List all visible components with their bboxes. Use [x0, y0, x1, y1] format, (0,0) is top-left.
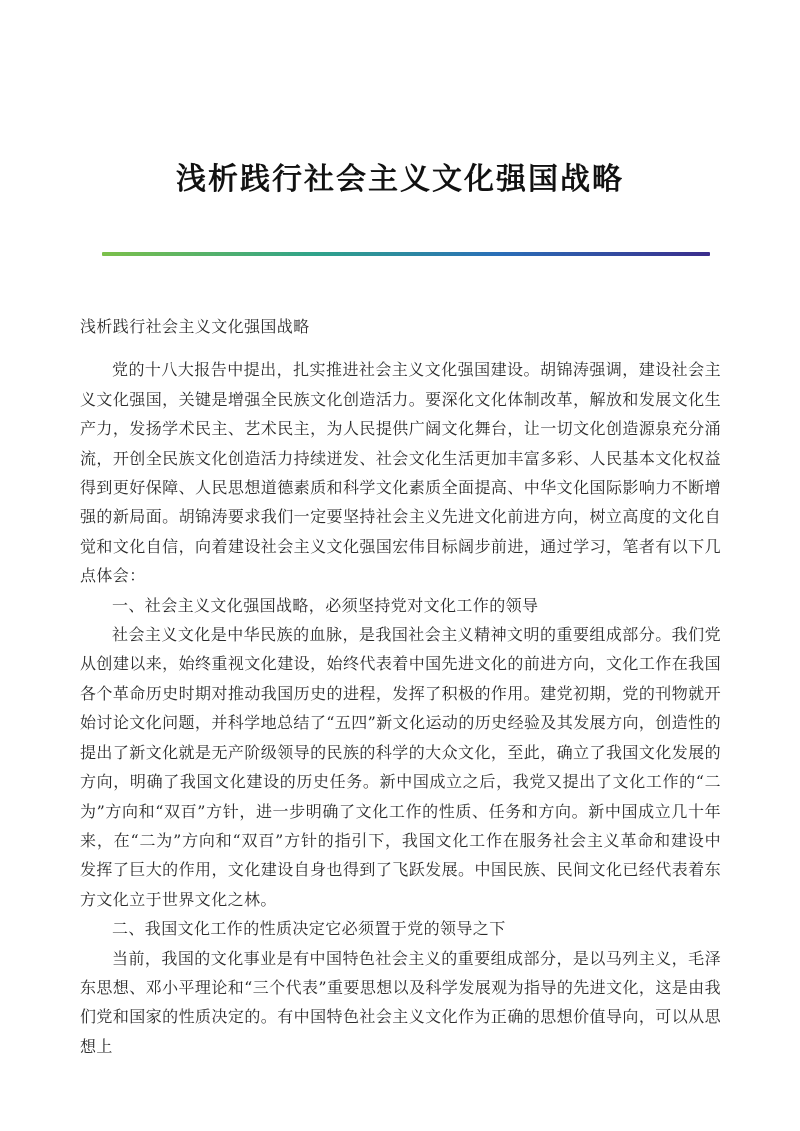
section-heading-1: 一、社会主义文化强国战略，必须坚持党对文化工作的领导 [112, 595, 539, 615]
paragraph-section-1: 社会主义文化是中华民族的血脉，是我国社会主义精神文明的重要组成部分。我们党从创建以来，始终重视文化建设，始终代表着中国先进文化的前进方向，文化工作在我国各个革命历史时期对推动我国历史的进程，发挥了积极的作用。建党初期，党的刊物就开始讨论文化问题，并科学地总结了“五四”新文化运动的历史经验及其发展方向，创造性的提出了新文化就是无产阶级领导的民族的科学的大众文化，至此，确立了我国文化发展的方向，明确了我国文化建设的历史任务。新中国成立之后，我党又提出了文化工作的“二为”方向和“双百”方针，进一步明确了文化工作的性质、任务和方向。新中国成立几十年来，在“二为”方向和“双百”方针的指引下，我国文化工作在服务社会主义革命和建设中发挥了巨大的作用，文化建设自身也得到了飞跃发展。中国民族、民间文化已经代表着东方文化立于世界文化之林。 [80, 625, 721, 909]
document-title: 浅析践行社会主义文化强国战略 [176, 162, 624, 197]
paragraph-intro: 党的十八大报告中提出，扎实推进社会主义文化强国建设。胡锦涛强调，建设社会主义文化强国，关键是增强全民族文化创造活力。要深化文化体制改革，解放和发展文化生产力，发扬学术民主、艺术民主，为人民提供广阔文化舞台，让一切文化创造源泉充分涌流，开创全民族文化创造活力持续迸发、社会文化生活更加丰富多彩、人民基本文化权益得到更好保障、人民思想道德素质和科学文化素质全面提高、中华文化国际影响力不断增强的新局面。胡锦涛要求我们一定要坚持社会主义先进文化前进方向，树立高度的文化自觉和文化自信，向着建设社会主义文化强国宏伟目标阔步前进，通过学习，笔者有以下几点体会： [80, 360, 721, 586]
document-subtitle: 浅析践行社会主义文化强国战略 [80, 317, 310, 336]
section-heading-2: 二、我国文化工作的性质决定它必须置于党的领导之下 [112, 919, 506, 939]
document-body [80, 312, 721, 1061]
paragraph-section-2: 当前，我国的文化事业是有中国特色社会主义的重要组成部分，是以马列主义，毛泽东思想、邓小平理论和“三个代表”重要思想以及科学发展观为指导的先进文化，这是由我们党和国家的性质决定的。有中国特色社会主义文化作为正确的思想价值导向，可以从思想上 [80, 948, 721, 1056]
title-divider [102, 252, 710, 256]
